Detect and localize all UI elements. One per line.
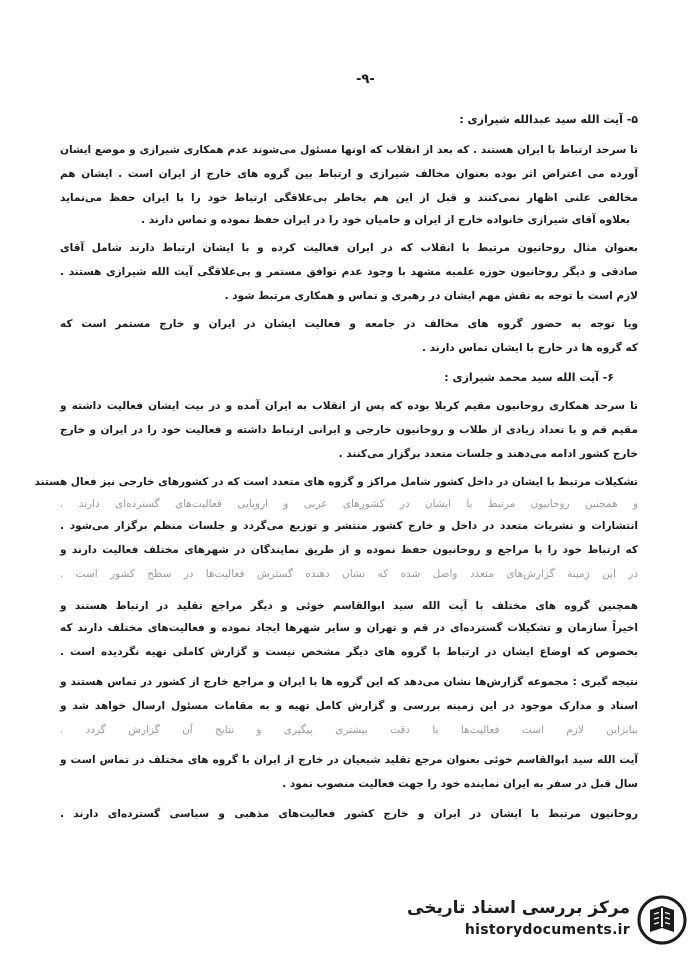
document-line: بعنوان مثال روحانیون مرتبط با انقلاب که در ایران فعالیت کرده و با ایشان ارتباط دارند شامل آقای — [60, 242, 638, 254]
document-line: روحانیون مرتبط با ایشان در ایران و خارج کشور فعالیت‌های مذهبی و سیاسی گسترده‌ای دارند . — [60, 808, 638, 820]
document-line: صادقی و دیگر روحانیون حوزه علمیه مشهد با وجود عدم توافق مستمر و بی‌علاقگی آیت الله شیرازی هستند . — [60, 266, 638, 278]
document-line: خارج کشور ادامه می‌دهند و جلسات متعدد برگزار می‌کنند . — [338, 448, 638, 460]
document-line: مقیم قم و با تعداد زیادی از طلاب و روحانیون خارجی و ایرانی ارتباط داشته و فعالیت خود را در ایران و خارج — [60, 424, 638, 436]
document-line: تشکیلات مرتبط با ایشان در داخل کشور شامل مراکز و گروه های متعدد است که در کشورهای خارجی نیز فعال هستند — [34, 476, 638, 488]
document-line: بعلاوه آقای شیرازی خانواده خارج از ایران و حامیان خود را در ایران حفظ نموده و تماس دارند . — [141, 214, 630, 226]
section-heading: ۶- آیت الله سید محمد شیرازی : — [444, 371, 614, 384]
document-line: ویا توجه به حضور گروه های مخالف در جامعه و فعالیت ایشان در ایران و خارج مستمر است که — [60, 318, 638, 330]
document-line: همچنین گروه های مختلف با آیت الله سید ابوالقاسم خوئی و دیگر مراجع تقلید در ارتباط هستند و — [60, 600, 638, 612]
document-line: آیت الله سید ابوالقاسم خوئی بعنوان مرجع تقلید شیعیان در خارج از ایران با گروه های مختلف در تماس است و — [60, 754, 638, 766]
document-line: اخیراً سازمان و تشکیلات گسترده‌ای در قم و تهران و سایر شهرها ایجاد نموده و فعالیت‌های مختلف دارند که — [60, 622, 638, 634]
document-line-faded: بنابراین لازم است فعالیت‌ها با دقت بیشتری پیگیری و نتایج آن گزارش گردد . — [60, 724, 638, 736]
document-line: تا سرحد همکاری روحانیون مقیم کربلا بوده که پس از انقلاب به ایران آمده و در بیت ایشان فعالیت داشته و — [60, 400, 638, 412]
watermark-title: مرکز بررسی اسناد تاریخی — [407, 898, 630, 918]
watermark-url: historydocuments.ir — [464, 922, 630, 938]
document-line: آورده می اعتراض اثر بوده بعنوان مخالف شیرازی و ارتباط بین گروه های خارج از ایران است . ایشان هم — [60, 168, 638, 180]
document-line: انتشارات و نشریات متعدد در داخل و خارج کشور منتشر و توزیع می‌گردد و جلسات منظم برگزار می‌شود . — [60, 520, 638, 532]
section-heading: ۵- آیت الله سید عبدالله شیرازی : — [459, 113, 638, 126]
page-number: -٩- — [356, 72, 375, 87]
document-line: که گروه ها در خارج با ایشان تماس دارند . — [422, 342, 638, 354]
document-line: مخالفی علنی اظهار نمی‌کنند و قبل از این هم بخاطر بی‌علاقگی ارتباط خود را با ایران حفظ می‌نماید — [60, 192, 638, 204]
document-line: نتیجه گیری : مجموعه گزارش‌ها نشان می‌دهد که این گروه ها با ایران و مراجع خارج از کشور در تماس هستند و — [60, 676, 638, 688]
document-line-faded: و همچنین روحانیون مرتبط با ایشان در کشورهای عربی و اروپایی فعالیت‌های گسترده‌ای دارند . — [60, 498, 638, 510]
archive-emblem-icon — [636, 894, 688, 946]
archive-watermark — [398, 894, 688, 950]
document-line: سال قبل در سفر به ایران نماینده خود را جهت فعالیت منصوب نمود . — [282, 778, 638, 790]
document-line: اسناد و مدارک موجود در این زمینه بررسی و گزارش کامل تهیه و به مقامات مسئول ارسال خواهد شد و — [60, 700, 638, 712]
document-line: که ارتباط خود را با مراجع و روحانیون حفظ نموده و از طریق نمایندگان در شهرهای مختلف فعالیت دارند و — [60, 544, 638, 556]
document-line: تا سرحد ارتباط با ایران هستند . که بعد از انقلاب که اونها مسئول می‌شوند عدم همکاری شیرازی و موضع ایشان — [60, 144, 638, 156]
document-line: بخصوص که اوضاع ایشان در ارتباط با گروه های دیگر مشخص نیست و گزارش کاملی تهیه نگردیده است . — [60, 646, 638, 658]
document-line-faded: در این زمینه گزارش‌های متعدد واصل شده که نشان دهنده گسترش فعالیت‌ها در سطح کشور است . — [60, 568, 638, 580]
document-line: لازم است با توجه به نقش مهم ایشان در رهبری و تماس و همکاری مرتبط شود . — [224, 290, 638, 302]
